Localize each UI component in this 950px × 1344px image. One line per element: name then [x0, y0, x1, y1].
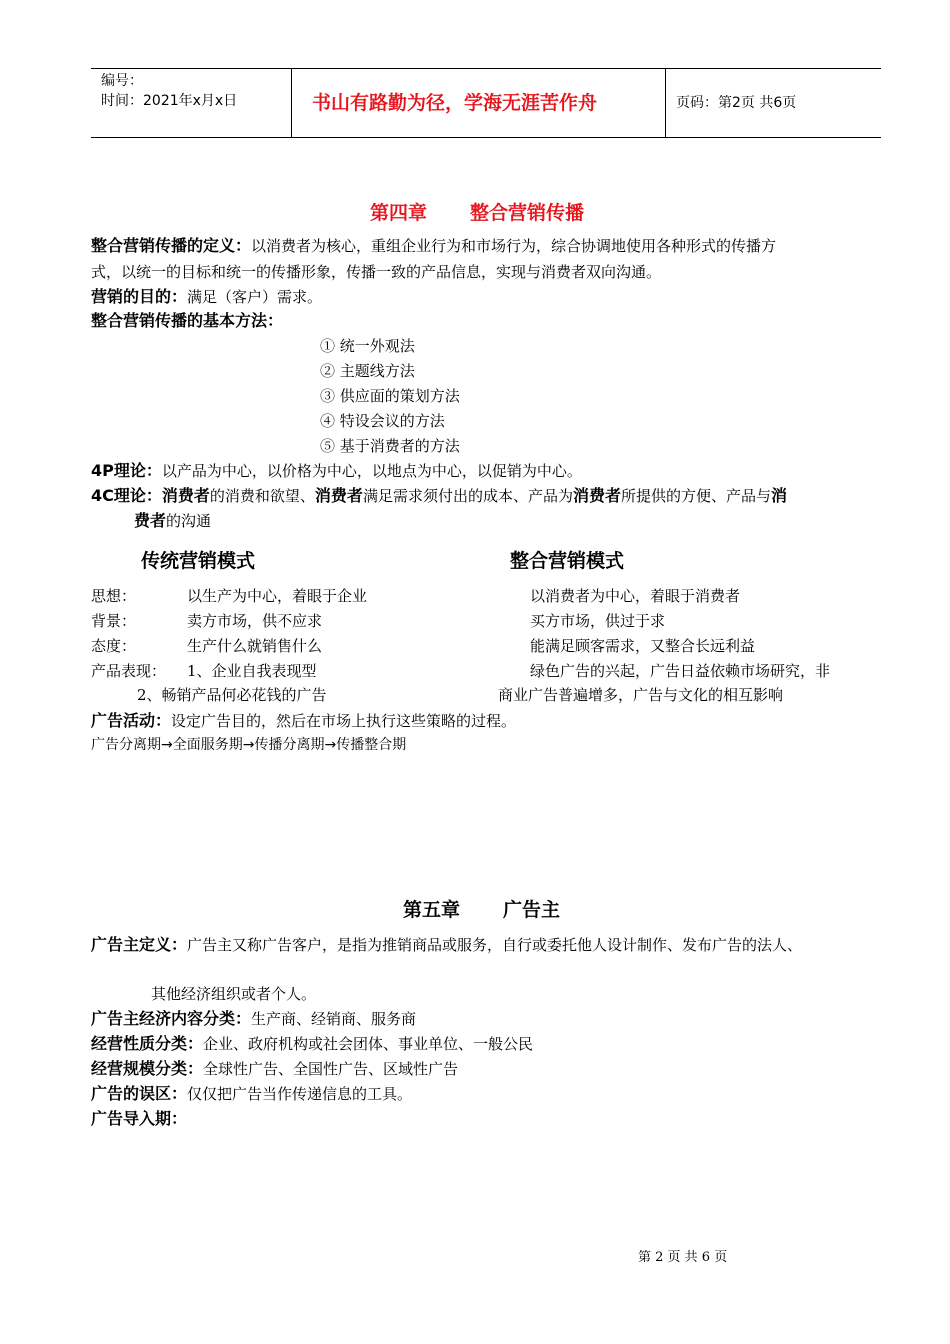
method-item: ③ 供应面的策划方法: [320, 387, 460, 405]
ch5-scale: [91, 1059, 458, 1079]
ad-activity: [91, 711, 516, 731]
compare-row-left: 生产什么就销售什么: [187, 637, 323, 655]
nature-label: 经营性质分类：: [91, 1034, 204, 1053]
chapter5-subtitle: 广告主: [503, 899, 561, 921]
ch5-econ: [91, 1009, 416, 1029]
header-left-cell: [91, 69, 292, 137]
4c-text: 的沟通: [166, 512, 212, 530]
ch5-myth: [91, 1084, 412, 1104]
myth-label: 广告的误区：: [91, 1084, 188, 1103]
nature-text: 企业、政府机构或社会团体、事业单位、一般公民: [203, 1035, 534, 1053]
econ-label: 广告主经济内容分类：: [91, 1009, 252, 1028]
definition-label: 整合营销传播的定义：: [91, 236, 252, 255]
goal-label: 营销的目的：: [91, 287, 188, 306]
methods-label: 整合营销传播的基本方法：: [91, 311, 284, 330]
4c-bold: 消: [770, 486, 787, 505]
advertiser-def-line1: 广告主又称广告客户，是指为推销商品或服务，自行或委托他人设计制作、发布广告的法人、: [187, 936, 803, 954]
compare-row-label: 态度：: [91, 637, 137, 655]
4c-text: 所提供的方便、产品与: [620, 487, 771, 505]
header-right-cell: [665, 69, 882, 137]
header-page-label: 页码：第2页 共6页: [676, 95, 797, 111]
compare-row-right: 绿色广告的兴起，广告日益依赖市场研究，非: [530, 662, 831, 680]
4p-text: 以产品为中心，以价格为中心，以地点为中心，以促销为中心。: [161, 462, 582, 480]
definition-line1: 以消费者为核心，重组企业行为和市场行为，综合协调地使用各种形式的传播方: [251, 237, 777, 255]
econ-text: 生产商、经销商、服务商: [251, 1010, 417, 1028]
definition-line2: 式，以统一的目标和统一的传播形象，传播一致的产品信息，实现与消费者双向沟通。: [91, 263, 662, 281]
ch4-4c-line2: [134, 511, 211, 531]
compare-row-right: 能满足顾客需求，又整合长远利益: [530, 637, 756, 655]
compare-row-left: 卖方市场，供不应求: [187, 612, 323, 630]
compare-row-left: 2、畅销产品何必花钱的广告: [137, 686, 327, 704]
4c-bold: 费者: [134, 511, 167, 530]
serial-label: 编号：: [101, 73, 143, 89]
scale-text: 全球性广告、全国性广告、区域性广告: [203, 1060, 459, 1078]
scale-label: 经营规模分类：: [91, 1059, 204, 1078]
4p-label: 4P理论：: [91, 461, 162, 480]
4c-bold: 消费者: [314, 486, 363, 505]
intro-period-label: 广告导入期：: [91, 1109, 188, 1128]
method-item: ① 统一外观法: [320, 337, 415, 355]
4c-text: 满足需求须付出的成本、产品为: [362, 487, 573, 505]
4c-label: 4C理论：: [91, 486, 162, 505]
method-item: ④ 特设会议的方法: [320, 412, 445, 430]
compare-row-left: 以生产为中心，着眼于企业: [187, 587, 368, 605]
compare-row-label: 背景：: [91, 612, 137, 630]
4c-bold: 消费者: [161, 486, 210, 505]
ch5-definition: [91, 935, 802, 955]
ch4-4p: [91, 461, 582, 481]
4c-text: 的消费和欲望、: [209, 487, 315, 505]
compare-row-right: 买方市场，供过于求: [530, 612, 666, 630]
header-motto-cell: [292, 69, 665, 137]
method-item: ② 主题线方法: [320, 362, 415, 380]
integrated-heading: 整合营销模式: [510, 550, 625, 572]
chapter4-title: 第四章: [370, 202, 428, 224]
ch4-definition: [91, 236, 776, 256]
chapter4-subtitle: 整合营销传播: [470, 202, 585, 224]
compare-row-right: 以消费者为中心，着眼于消费者: [530, 587, 741, 605]
traditional-heading: 传统营销模式: [141, 550, 256, 572]
advertiser-def-line2: 其他经济组织或者个人。: [151, 985, 317, 1003]
compare-row-left: 1、企业自我表现型: [187, 662, 317, 680]
ch4-4c: [91, 486, 787, 506]
ch5-nature: [91, 1034, 533, 1054]
myth-text: 仅仅把广告当作传递信息的工具。: [187, 1085, 413, 1103]
advertiser-def-label: 广告主定义：: [91, 935, 188, 954]
4c-bold: 消费者: [572, 486, 621, 505]
header-table: [91, 68, 881, 138]
footer-page-number: 第 2 页 共 6 页: [638, 1250, 728, 1265]
header-motto: 书山有路勤为径，学海无涯苦作舟: [312, 92, 598, 114]
date-label: 时间：2021年x月x日: [101, 93, 238, 109]
ad-phases: 广告分离期→全面服务期→传播分离期→传播整合期: [91, 737, 407, 753]
compare-row-right: 商业广告普遍增多，广告与文化的相互影响: [498, 686, 784, 704]
compare-row-label: 思想：: [91, 587, 137, 605]
ad-activity-label: 广告活动：: [91, 711, 172, 730]
goal-text: 满足（客户）需求。: [187, 288, 323, 306]
method-item: ⑤ 基于消费者的方法: [320, 437, 460, 455]
compare-row-label: 产品表现：: [91, 662, 167, 680]
ch4-goal: [91, 287, 322, 307]
ad-activity-text: 设定广告目的，然后在市场上执行这些策略的过程。: [171, 712, 517, 730]
chapter5-title: 第五章: [403, 899, 461, 921]
